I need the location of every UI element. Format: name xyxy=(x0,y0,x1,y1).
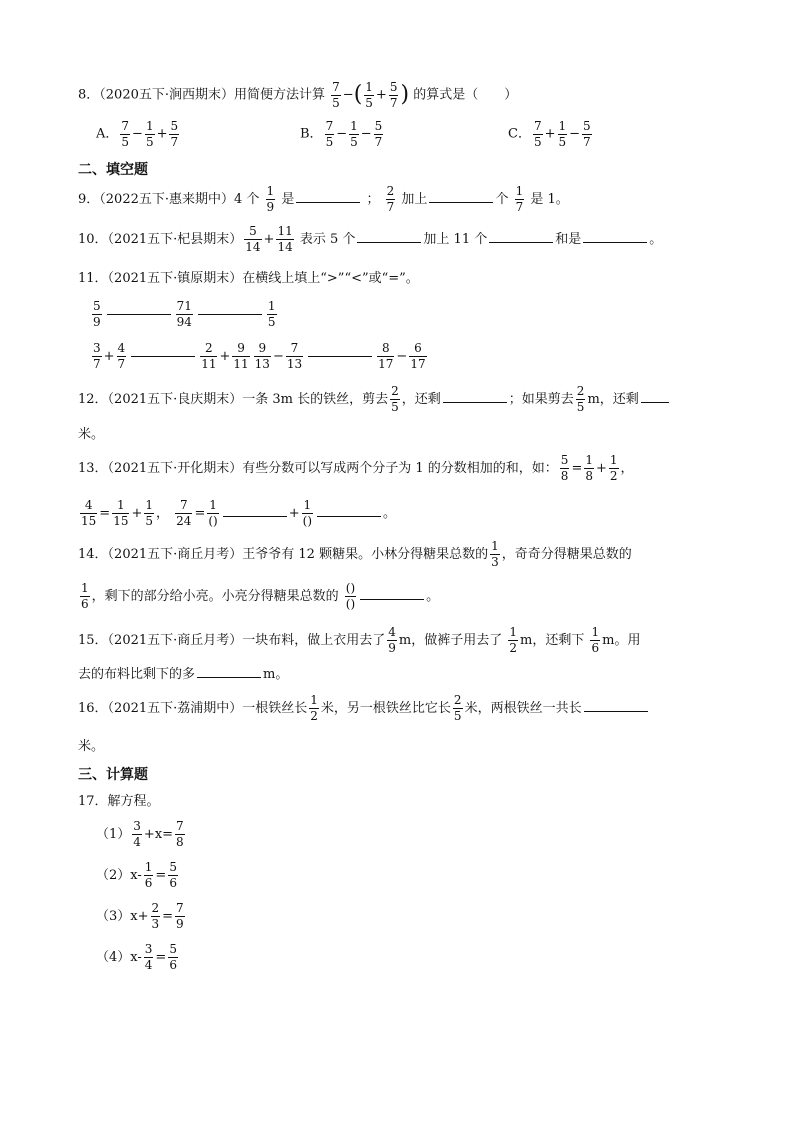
fraction-numerator: 1 xyxy=(350,119,358,133)
fraction-numerator: 4 xyxy=(84,498,93,513)
fraction xyxy=(92,342,102,370)
fraction xyxy=(302,499,313,527)
q10-text: 。 xyxy=(649,232,663,247)
fraction-numerator: 2 xyxy=(205,341,213,356)
fraction-numerator: 5 xyxy=(374,119,383,133)
answer-blank[interactable] xyxy=(641,390,669,403)
q15-text: m。 xyxy=(263,667,289,682)
compare-blank[interactable] xyxy=(131,356,195,357)
fraction-numerator: 5 xyxy=(389,79,398,94)
equation-4 xyxy=(96,941,734,975)
q15-text: 去的布料比剩下的多 xyxy=(78,667,196,682)
option-a xyxy=(96,120,181,148)
q15-continued xyxy=(78,658,734,692)
fraction xyxy=(254,342,271,370)
fraction-numerator: 7 xyxy=(121,119,130,133)
question-16 xyxy=(78,692,734,726)
fraction-denominator: 15 xyxy=(113,514,129,528)
q10-text: 表示 5 个 xyxy=(299,232,356,247)
answer-blank[interactable] xyxy=(489,230,553,243)
plus-sign: + xyxy=(103,349,115,364)
fraction-numerator: 5 xyxy=(583,119,591,133)
fraction xyxy=(345,582,356,610)
fraction-numerator: 5 xyxy=(249,224,257,239)
fraction-numerator: 2 xyxy=(151,901,160,916)
fraction xyxy=(80,499,97,527)
fraction-denominator: 7 xyxy=(93,357,101,371)
fraction-denominator: 5 xyxy=(558,134,567,149)
q10-text: 加上 11 个 xyxy=(423,232,488,247)
fraction-denominator: 7 xyxy=(374,134,383,149)
fraction xyxy=(80,582,90,610)
fraction-denominator: 9 xyxy=(93,315,101,329)
fraction xyxy=(409,342,426,370)
compare-blank[interactable] xyxy=(198,314,262,315)
fraction-numerator: 8 xyxy=(381,341,390,356)
fraction xyxy=(144,861,154,889)
q12-prefix: 12．（2021五下·良庆期末）一条 3m 长的铁丝，剪去 xyxy=(78,392,389,407)
plus-sign: + xyxy=(156,126,168,142)
fraction-numerator: 1 xyxy=(558,119,567,133)
q15-text: m，做裤子用去了 xyxy=(398,633,503,648)
fraction-numerator: 7 xyxy=(179,498,188,513)
question-13 xyxy=(78,452,734,486)
fraction xyxy=(244,225,261,253)
question-9 xyxy=(78,183,734,217)
fraction-numerator: 7 xyxy=(325,119,334,133)
fraction xyxy=(325,120,335,148)
fraction-denominator: 7 xyxy=(170,134,179,149)
option-c-label: C． xyxy=(508,126,531,142)
fraction-numerator: 1 xyxy=(81,581,89,596)
fraction xyxy=(175,499,192,527)
fraction xyxy=(144,943,154,971)
fraction-numerator: 1 xyxy=(145,498,154,513)
fraction-denominator: 5 xyxy=(576,400,585,414)
paren-left: ( xyxy=(353,82,363,107)
fraction-numerator: 1 xyxy=(267,299,276,314)
fraction xyxy=(386,185,396,213)
fraction xyxy=(453,694,463,722)
answer-blank[interactable] xyxy=(443,390,507,403)
equation-2 xyxy=(96,859,734,893)
minus-sign: − xyxy=(132,126,143,142)
q13-prefix: 13．（2021五下·开化期末）有些分数可以写成两个分子为 1 的分数相加的和，如： xyxy=(78,461,558,476)
fraction xyxy=(267,300,277,328)
fraction-denominator: 8 xyxy=(560,469,569,483)
fraction-denominator: 13 xyxy=(286,357,303,371)
q15-text: m。用 xyxy=(602,633,641,648)
compare-blank[interactable] xyxy=(107,314,171,315)
comma: ， xyxy=(620,461,634,476)
answer-blank[interactable] xyxy=(223,504,287,517)
fraction xyxy=(364,81,374,109)
q11-row-1 xyxy=(90,298,734,332)
equation-1 xyxy=(96,818,734,852)
q16-text: 米，两根铁丝一共长 xyxy=(464,701,582,716)
fraction xyxy=(92,300,102,328)
equation-3 xyxy=(96,900,734,934)
answer-blank[interactable] xyxy=(296,190,360,203)
fraction xyxy=(286,342,303,370)
fraction xyxy=(387,626,397,654)
fraction-denominator: 3 xyxy=(491,555,499,569)
q10-prefix: 10．（2021五下·杞县期末） xyxy=(78,232,243,247)
q14-prefix: 14．（2021五下·商丘月考）王爷爷有 12 颗糖果。小林分得糖果总数的 xyxy=(78,547,489,562)
compare-blank[interactable] xyxy=(308,356,372,357)
answer-blank[interactable] xyxy=(317,504,381,517)
fraction xyxy=(609,454,619,482)
equals-sign: = xyxy=(155,950,167,965)
plus-sign: + xyxy=(219,349,231,364)
question-12 xyxy=(78,383,734,417)
fraction-numerator: 1 xyxy=(310,693,318,708)
fraction-denominator: 6 xyxy=(81,597,89,611)
fraction-denominator: 6 xyxy=(169,958,177,972)
fraction-denominator: 4 xyxy=(133,835,141,849)
eq-1-label: （1） xyxy=(96,827,131,842)
fraction-numerator: 9 xyxy=(258,341,267,356)
fraction-numerator: 5 xyxy=(169,942,177,957)
fraction-denominator: 9 xyxy=(176,917,184,931)
fraction-denominator: 5 xyxy=(145,134,154,149)
fraction-denominator: 5 xyxy=(391,400,399,414)
question-10 xyxy=(78,223,734,257)
fraction xyxy=(576,385,586,413)
fraction xyxy=(560,454,570,482)
fraction-numerator: 11 xyxy=(277,224,293,239)
equals-sign: = xyxy=(99,506,111,521)
fraction-numerator: 2 xyxy=(576,384,585,399)
q9-text: 加上 xyxy=(401,192,428,207)
fraction xyxy=(590,626,600,654)
fraction-numerator: 3 xyxy=(133,819,141,834)
fraction xyxy=(132,820,142,848)
fraction xyxy=(331,81,341,109)
fraction-denominator: 11 xyxy=(201,357,217,371)
fraction xyxy=(582,120,592,148)
fraction xyxy=(558,120,568,148)
minus-sign: − xyxy=(272,349,284,364)
fraction-numerator: 2 xyxy=(391,384,399,399)
fraction-numerator: 7 xyxy=(176,819,184,834)
answer-blank[interactable] xyxy=(583,230,647,243)
fraction-denominator: 5 xyxy=(365,95,373,110)
question-17: 17．解方程。 xyxy=(78,794,160,809)
fraction-denominator: 9 xyxy=(266,200,275,214)
q8-prefix: 8．（2020五下·涧西期末）用简便方法计算 xyxy=(78,87,325,103)
fraction-denominator: 5 xyxy=(121,134,130,149)
fraction-numerator: 1 xyxy=(491,539,499,554)
fraction xyxy=(168,943,178,971)
fraction-numerator: 4 xyxy=(388,625,396,640)
fraction xyxy=(112,499,129,527)
section-heading-calculation: 三、计算题 xyxy=(78,767,148,783)
fraction-denominator: 5 xyxy=(267,315,276,329)
q16-tail: 米。 xyxy=(78,739,105,754)
minus-sign: − xyxy=(569,126,581,142)
minus-sign: − xyxy=(396,349,408,364)
fraction-numerator: 1 xyxy=(585,453,593,468)
fraction-numerator: 5 xyxy=(170,119,179,133)
eq-3-label: （3）x+ xyxy=(96,909,149,924)
plus-sign: + xyxy=(263,232,275,247)
q13-examples xyxy=(78,497,734,531)
fraction xyxy=(266,185,276,213)
fraction-denominator: () xyxy=(302,514,313,528)
fraction-numerator: 9 xyxy=(237,341,245,356)
q11-row-2 xyxy=(90,340,734,374)
comma: ， xyxy=(156,506,170,521)
fraction-denominator: 17 xyxy=(378,357,394,371)
fraction-denominator: 7 xyxy=(583,134,591,149)
fraction-numerator: 5 xyxy=(560,453,569,468)
fraction xyxy=(349,120,359,148)
fraction xyxy=(390,385,400,413)
q13-end: 。 xyxy=(383,506,397,521)
fraction xyxy=(151,902,161,930)
answer-blank[interactable] xyxy=(360,587,424,600)
fraction xyxy=(169,120,179,148)
fraction-numerator: 1 xyxy=(591,625,600,640)
q9-prefix: 9．（2022五下·惠来期中）4 个 xyxy=(78,192,260,207)
question-15 xyxy=(78,624,734,658)
fraction-denominator: 13 xyxy=(254,357,270,371)
equals-sign: = xyxy=(155,868,167,883)
fraction-denominator: 14 xyxy=(245,240,261,254)
fraction-denominator: 8 xyxy=(176,835,184,849)
fraction-numerator: 7 xyxy=(176,901,184,916)
fraction-numerator: 1 xyxy=(266,184,275,199)
plus-sign: + xyxy=(595,461,607,476)
fraction-denominator: () xyxy=(345,597,356,611)
answer-blank[interactable] xyxy=(584,699,648,712)
equals-sign: = xyxy=(194,506,206,521)
fraction-numerator: 1 xyxy=(365,79,373,94)
fraction-denominator: 3 xyxy=(151,917,160,931)
fraction-numerator: 1 xyxy=(209,498,217,513)
fraction-denominator: 7 xyxy=(515,200,524,214)
fraction-denominator: 5 xyxy=(453,709,462,723)
minus-sign: − xyxy=(360,126,372,142)
fraction-numerator: 7 xyxy=(290,341,299,356)
equals-sign: = xyxy=(162,909,174,924)
q12-text: ，还剩 xyxy=(401,392,441,407)
fraction-numerator: 5 xyxy=(93,299,101,314)
plus-sign: + xyxy=(375,87,387,103)
eq-text: +x= xyxy=(143,827,174,842)
fraction-denominator: 2 xyxy=(509,641,518,655)
fraction xyxy=(175,820,185,848)
fraction-denominator: 9 xyxy=(388,641,396,655)
fraction-numerator: 1 xyxy=(145,119,154,133)
q12-text: m，还剩 xyxy=(587,392,639,407)
q14-continued xyxy=(78,580,734,614)
option-a-label: A． xyxy=(96,126,119,142)
fraction xyxy=(175,902,185,930)
q16-prefix: 16．（2021五下·荔浦期中）一根铁丝长 xyxy=(78,701,308,716)
fraction-denominator: 94 xyxy=(176,315,192,329)
fraction-numerator: 71 xyxy=(176,299,192,314)
paren-right: ) xyxy=(400,82,410,107)
plus-sign: + xyxy=(131,506,143,521)
fraction-numerator: 7 xyxy=(533,119,542,133)
q14-text: ，剩下的部分给小亮。小亮分得糖果总数的 xyxy=(91,589,339,604)
fraction-denominator: () xyxy=(208,514,218,528)
q14-text: 。 xyxy=(426,589,440,604)
fraction xyxy=(515,185,525,213)
fraction-denominator: 5 xyxy=(350,134,358,149)
minus-sign: − xyxy=(336,126,348,142)
fraction-numerator: 3 xyxy=(93,341,101,356)
fraction-numerator: 2 xyxy=(386,184,395,199)
fraction xyxy=(508,626,518,654)
q9-text: 个 xyxy=(495,192,509,207)
question-14 xyxy=(78,538,734,572)
fraction xyxy=(145,120,155,148)
option-b xyxy=(300,120,385,148)
q9-text: 是 xyxy=(281,192,295,207)
fraction-denominator: 5 xyxy=(145,514,154,528)
fraction xyxy=(120,120,130,148)
q12-tail: 米。 xyxy=(78,427,105,442)
fraction-denominator: 15 xyxy=(81,514,97,528)
fraction xyxy=(207,499,218,527)
q9-text: ； xyxy=(366,192,380,207)
fraction-denominator: 2 xyxy=(609,469,618,483)
minus-sign: − xyxy=(342,87,354,103)
fraction-denominator: 5 xyxy=(533,134,542,149)
fraction-denominator: 8 xyxy=(585,469,593,483)
fraction-denominator: 7 xyxy=(386,200,395,214)
answer-blank[interactable] xyxy=(357,230,421,243)
fraction-numerator: 1 xyxy=(117,498,125,513)
fraction-denominator: 17 xyxy=(410,357,426,371)
eq-4-label: （4）x- xyxy=(96,950,142,965)
fraction-numerator: 1 xyxy=(609,453,618,468)
fraction-numerator: 1 xyxy=(144,860,153,875)
fraction xyxy=(168,861,178,889)
fraction xyxy=(200,342,217,370)
fraction-numerator: 3 xyxy=(144,942,153,957)
fraction xyxy=(490,540,500,568)
fraction-denominator: 6 xyxy=(169,876,177,890)
fraction-denominator: 14 xyxy=(277,240,293,254)
q15-prefix: 15．（2021五下·商丘月考）一块布料，做上衣用去了 xyxy=(78,633,386,648)
fraction xyxy=(176,300,193,328)
fraction xyxy=(309,694,319,722)
fraction xyxy=(377,342,394,370)
fraction-numerator: 7 xyxy=(332,79,340,94)
fraction-denominator: 24 xyxy=(176,514,192,528)
eq-2-label: （2）x- xyxy=(96,868,142,883)
answer-blank[interactable] xyxy=(197,665,261,678)
fraction-denominator: 2 xyxy=(310,709,318,723)
fraction xyxy=(584,454,594,482)
plus-sign: + xyxy=(288,506,300,521)
fraction-numerator: 1 xyxy=(509,625,518,640)
question-11: 11．（2021五下·镇原期末）在横线上填上“>”“<”或“=”。 xyxy=(78,271,419,286)
fraction xyxy=(117,342,127,370)
q9-text: 是 1。 xyxy=(530,192,569,207)
fraction xyxy=(232,342,249,370)
option-c xyxy=(508,120,594,148)
fraction xyxy=(533,120,543,148)
fraction-numerator: 2 xyxy=(453,693,462,708)
fraction-numerator: 6 xyxy=(414,341,422,356)
fraction-denominator: 5 xyxy=(332,95,340,110)
answer-blank[interactable] xyxy=(429,190,493,203)
fraction-numerator: 4 xyxy=(117,341,126,356)
fraction xyxy=(389,81,399,109)
q12-text: ；如果剪去 xyxy=(508,392,574,407)
q16-text: 米，另一根铁丝比它长 xyxy=(320,701,451,716)
q10-text: 和是 xyxy=(555,232,582,247)
fraction-numerator: 5 xyxy=(169,860,177,875)
fraction xyxy=(374,120,384,148)
fraction-denominator: 5 xyxy=(325,134,334,149)
fraction-numerator: 1 xyxy=(303,498,312,513)
equals-sign: = xyxy=(571,461,583,476)
fraction-denominator: 7 xyxy=(117,357,126,371)
q15-text: m，还剩下 xyxy=(520,633,585,648)
fraction-denominator: 11 xyxy=(233,357,249,371)
fraction-numerator: 1 xyxy=(515,184,524,199)
fraction-denominator: 4 xyxy=(144,958,153,972)
fraction-denominator: 6 xyxy=(144,876,153,890)
fraction xyxy=(276,225,293,253)
question-8 xyxy=(78,78,734,113)
plus-sign: + xyxy=(544,126,556,142)
fraction xyxy=(144,499,154,527)
q14-text: ，奇奇分得糖果总数的 xyxy=(501,547,632,562)
fraction-denominator: 7 xyxy=(389,95,398,110)
fraction-numerator: () xyxy=(345,581,356,596)
section-heading-fill-blank: 二、填空题 xyxy=(78,162,148,178)
option-b-label: B． xyxy=(300,126,323,142)
q8-suffix: 的算式是（ ） xyxy=(413,87,518,103)
fraction-denominator: 6 xyxy=(591,641,600,655)
